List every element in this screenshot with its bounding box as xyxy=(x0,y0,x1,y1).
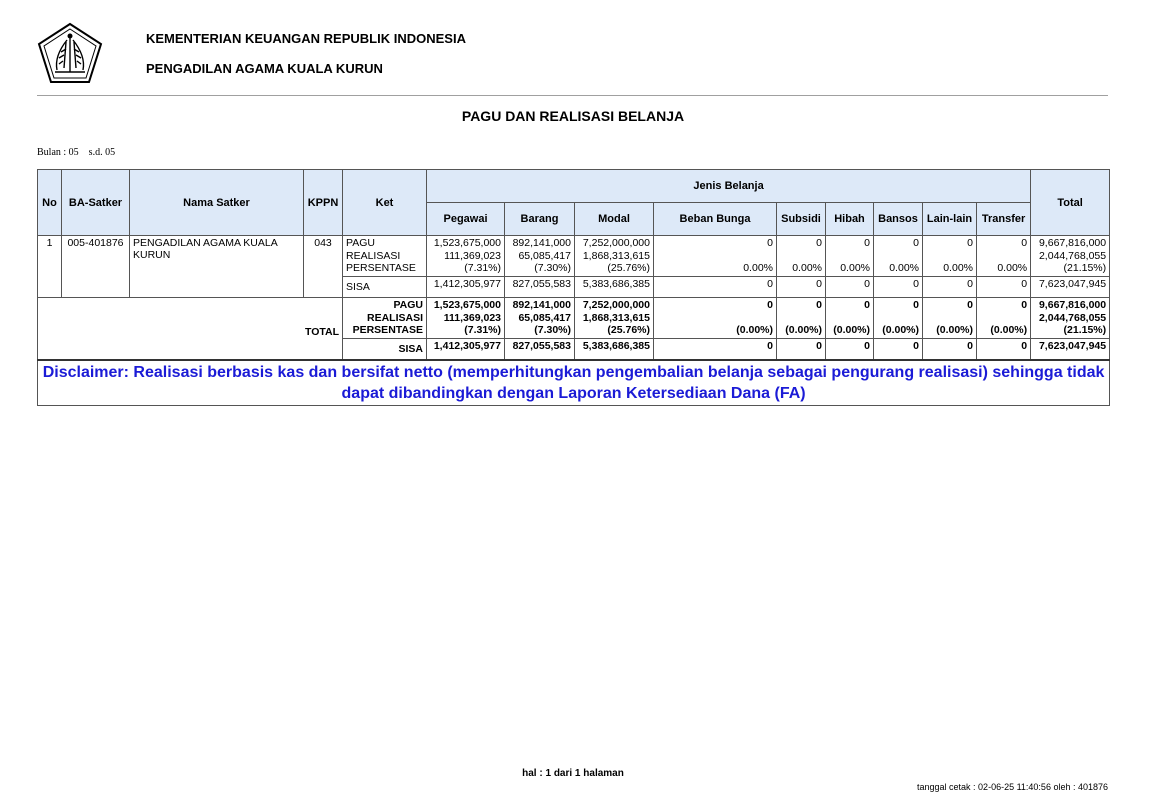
row-total: 9,667,816,000 2,044,768,055 (21.15%) xyxy=(1031,236,1110,277)
total-sisa-subsidi: 0 xyxy=(777,338,826,360)
total-hibah: 0 (0.00%) xyxy=(826,298,874,339)
table-row xyxy=(38,236,1110,277)
ministry-name: KEMENTERIAN KEUANGAN REPUBLIK INDONESIA xyxy=(146,31,466,46)
office-name: PENGADILAN AGAMA KUALA KURUN xyxy=(146,61,383,76)
row-subsidi: 0 0.00% xyxy=(777,236,826,277)
sisa-modal: 5,383,686,385 xyxy=(575,276,654,298)
sisa-lain-lain: 0 xyxy=(923,276,977,298)
print-info: tanggal cetak : 02-06-25 11:40:56 oleh : 401876 xyxy=(917,782,1108,792)
total-lain-lain: 0 (0.00%) xyxy=(923,298,977,339)
col-kppn: KPPN xyxy=(304,170,343,236)
total-sisa-total: 7,623,047,945 xyxy=(1031,338,1110,360)
row-hibah: 0 0.00% xyxy=(826,236,874,277)
col-transfer: Transfer xyxy=(977,203,1031,236)
col-ba-satker: BA-Satker xyxy=(62,170,130,236)
col-no: No xyxy=(38,170,62,236)
row-kppn: 043 xyxy=(304,236,343,298)
total-ket: PAGU REALISASI PERSENTASE xyxy=(343,298,427,339)
sisa-hibah: 0 xyxy=(826,276,874,298)
sisa-barang: 827,055,583 xyxy=(505,276,575,298)
col-lain-lain: Lain-lain xyxy=(923,203,977,236)
total-sisa-pegawai: 1,412,305,977 xyxy=(427,338,505,360)
col-barang: Barang xyxy=(505,203,575,236)
row-no: 1 xyxy=(38,236,62,298)
page-indicator: hal : 1 dari 1 halaman xyxy=(522,768,624,779)
col-total: Total xyxy=(1031,170,1110,236)
col-pegawai: Pegawai xyxy=(427,203,505,236)
budget-table xyxy=(37,169,1110,406)
total-beban-bunga: 0 (0.00%) xyxy=(654,298,777,339)
row-ket: PAGU REALISASI PERSENTASE xyxy=(343,236,427,277)
col-bansos: Bansos xyxy=(874,203,923,236)
ministry-emblem-icon xyxy=(37,22,103,84)
row-ba-satker: 005-401876 xyxy=(62,236,130,298)
total-modal: 7,252,000,000 1,868,313,615 (25.76%) xyxy=(575,298,654,339)
row-bansos: 0 0.00% xyxy=(874,236,923,277)
row-modal: 7,252,000,000 1,868,313,615 (25.76%) xyxy=(575,236,654,277)
sisa-label: SISA xyxy=(343,276,427,298)
total-sisa-hibah: 0 xyxy=(826,338,874,360)
total-label: TOTAL xyxy=(38,298,343,361)
total-transfer: 0 (0.00%) xyxy=(977,298,1031,339)
col-hibah: Hibah xyxy=(826,203,874,236)
col-modal: Modal xyxy=(575,203,654,236)
total-total: 9,667,816,000 2,044,768,055 (21.15%) xyxy=(1031,298,1110,339)
col-jenis-belanja: Jenis Belanja xyxy=(427,170,1031,203)
sisa-total: 7,623,047,945 xyxy=(1031,276,1110,298)
total-row xyxy=(38,298,1110,339)
row-lain-lain: 0 0.00% xyxy=(923,236,977,277)
sisa-transfer: 0 xyxy=(977,276,1031,298)
col-beban-bunga: Beban Bunga xyxy=(654,203,777,236)
row-barang: 892,141,000 65,085,417 (7.30%) xyxy=(505,236,575,277)
col-nama-satker: Nama Satker xyxy=(130,170,304,236)
total-sisa-bansos: 0 xyxy=(874,338,923,360)
header-divider xyxy=(37,95,1108,96)
total-sisa-modal: 5,383,686,385 xyxy=(575,338,654,360)
report-title: PAGU DAN REALISASI BELANJA xyxy=(461,108,685,124)
disclaimer: Disclaimer: Realisasi berbasis kas dan bersifat netto (memperhitungkan pengembalian belanja sebagai pengurang realisasi) sehingga tidak dapat dibandingkan dengan Laporan Ketersediaan Dana (FA) xyxy=(38,360,1110,406)
total-sisa-lain-lain: 0 xyxy=(923,338,977,360)
total-sisa-beban-bunga: 0 xyxy=(654,338,777,360)
col-subsidi: Subsidi xyxy=(777,203,826,236)
sisa-bansos: 0 xyxy=(874,276,923,298)
total-barang: 892,141,000 65,085,417 (7.30%) xyxy=(505,298,575,339)
total-sisa-barang: 827,055,583 xyxy=(505,338,575,360)
period-month: Bulan : 05 xyxy=(37,147,79,158)
sisa-beban-bunga: 0 xyxy=(654,276,777,298)
total-sisa-label: SISA xyxy=(343,338,427,360)
total-sisa-transfer: 0 xyxy=(977,338,1031,360)
period-until: s.d. 05 xyxy=(88,147,116,158)
total-pegawai: 1,523,675,000 111,369,023 (7.31%) xyxy=(427,298,505,339)
sisa-subsidi: 0 xyxy=(777,276,826,298)
col-ket: Ket xyxy=(343,170,427,236)
sisa-pegawai: 1,412,305,977 xyxy=(427,276,505,298)
total-subsidi: 0 (0.00%) xyxy=(777,298,826,339)
total-bansos: 0 (0.00%) xyxy=(874,298,923,339)
row-transfer: 0 0.00% xyxy=(977,236,1031,277)
row-pegawai: 1,523,675,000 111,369,023 (7.31%) xyxy=(427,236,505,277)
row-nama-satker: PENGADILAN AGAMA KUALA KURUN xyxy=(130,236,304,298)
row-beban-bunga: 0 0.00% xyxy=(654,236,777,277)
period xyxy=(37,147,125,158)
